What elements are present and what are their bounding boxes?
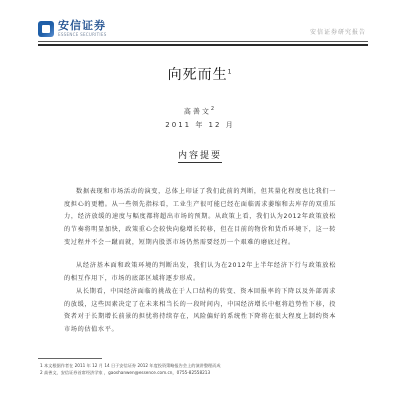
abstract-paragraph-3: 从长期看，中国经济面临的挑战在于人口结构的转变、资本回报率的下降以及外部需求的放缓，这些因素决定了在未来相当长的一段时间内，中国经济增长中枢将趋势性下移，投资者对于长期增长前景的担忧将持续存在，风险偏好的系统性下降将在很大程度上制约资本市场的估值水平。 <box>64 288 336 333</box>
logo-text <box>58 20 107 37</box>
title-footnote-mark: 1 <box>227 68 233 76</box>
document-title <box>0 64 400 84</box>
footnote-divider <box>38 358 102 359</box>
logo-mark-icon <box>38 21 54 37</box>
page-header <box>0 0 400 46</box>
title-text: 向死而生 <box>167 67 228 83</box>
document-date: 2011 年 12 月 <box>165 121 235 129</box>
document-author <box>0 106 400 116</box>
footnote-2: 2 高善文，安信证券首席经济学家 ，gaoshanwen@essence.com.cn，0755-82558213 <box>40 370 211 375</box>
logo-name-cn: 安信证券 <box>58 19 106 32</box>
author-name: 高善文 <box>183 107 211 116</box>
abstract-paragraph-2: 从经济基本面和政策环境的判断出发，我们认为在2012年上半年经济下行与政策放松的相互作用下，市场的底部区域将逐步形成。 <box>64 262 336 282</box>
header-divider-thick <box>38 44 368 46</box>
abstract-paragraph-1: 数据表现和市场活动的演变，总体上印证了我们此前的判断，但其量化程度也比我们一度担心的更糟。从一些领先指标看，工业生产很可能已经在面临需求萎缩和去库存的双重压力，经济放缓的速度与幅度都将超出市场的预期。从政策上看，我们认为2012年政策放松的节奏将明显加快，政策重心会较快向稳增长转移，但在目前的物价和货币环境下，这一转变过程并不会一蹴而就，短期内股票市场仍然需要经历一个艰难的磨底过程。 <box>64 188 336 246</box>
company-logo <box>38 20 107 37</box>
logo-name-en: ESSENCE SECURITIES <box>58 32 107 37</box>
abstract-heading-text: 内容提要 <box>177 151 222 161</box>
footnotes <box>40 362 340 376</box>
author-footnote-mark: 2 <box>210 106 217 112</box>
header-divider-thin <box>38 41 368 42</box>
footnote-1: 1 本文根据作者在 2011 年 12 月 14 日于安信证券 2012 年度投资策略报告会上的演讲整理而成 <box>40 363 221 368</box>
report-type-label: 安信证券研究报告 <box>309 29 366 36</box>
abstract-heading <box>0 148 400 161</box>
